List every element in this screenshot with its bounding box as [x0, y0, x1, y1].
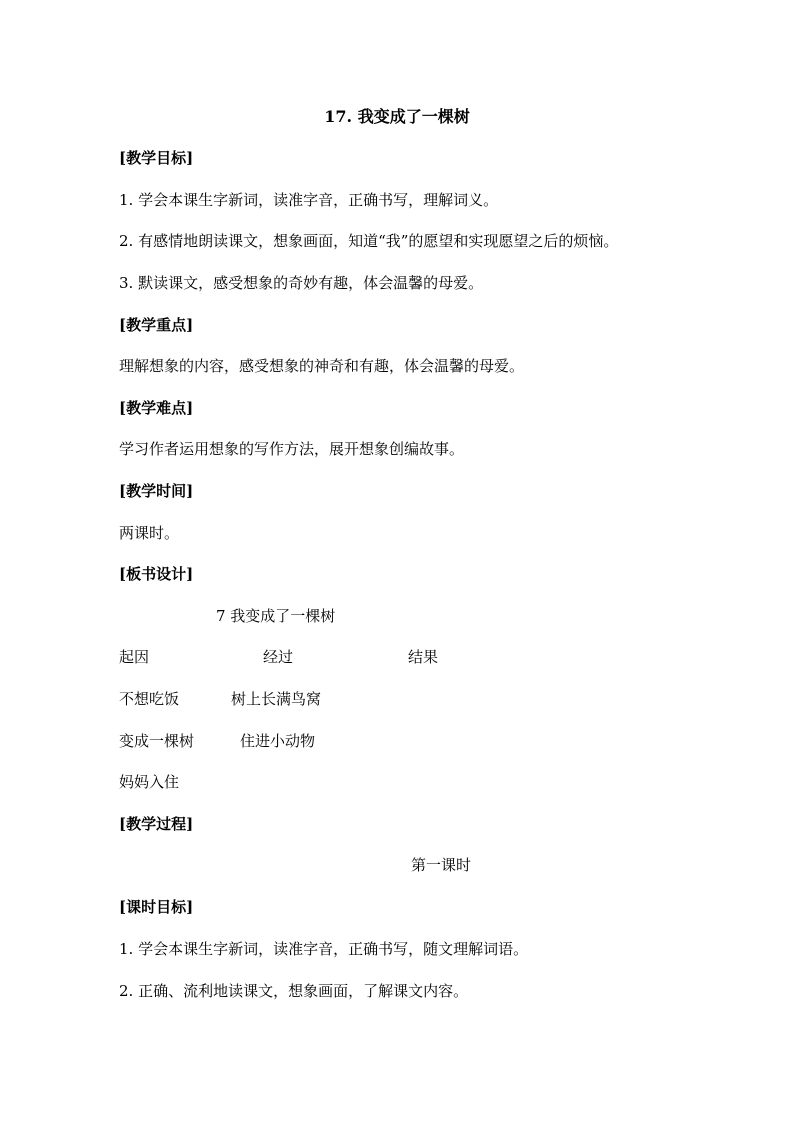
board-col-header-result: 结果	[408, 648, 439, 666]
lesson-objectives-heading: [课时目标]	[119, 898, 194, 916]
lesson-objective-item-1: 1. 学会本课生字新词，读准字音，正确书写，随文理解词语。	[119, 940, 529, 958]
board-col-header-process: 经过	[263, 648, 294, 666]
board-heading: [板书设计]	[119, 565, 194, 583]
objective-item-3: 3. 默读课文，感受想象的奇妙有趣，体会温馨的母爱。	[119, 274, 484, 292]
objectives-heading: [教学目标]	[119, 149, 194, 167]
board-cell: 不想吃饭	[119, 690, 180, 708]
objective-item-2: 2. 有感情地朗读课文，想象画面，知道“我”的愿望和实现愿望之后的烦恼。	[119, 232, 619, 250]
board-cell: 变成一棵树	[119, 732, 195, 750]
board-col-header-cause: 起因	[119, 648, 150, 666]
difficulties-text: 学习作者运用想象的写作方法，展开想象创编故事。	[119, 440, 465, 458]
process-heading: [教学过程]	[119, 815, 194, 833]
key-points-text: 理解想象的内容，感受想象的神奇和有趣，体会温馨的母爱。	[119, 357, 525, 375]
lesson-objective-item-2: 2. 正确、流利地读课文，想象画面，了解课文内容。	[119, 982, 469, 1000]
time-heading: [教学时间]	[119, 482, 194, 500]
board-cell: 树上长满鸟窝	[231, 690, 322, 708]
lesson-label: 第一课时	[410, 856, 471, 874]
key-points-heading: [教学重点]	[119, 316, 194, 334]
board-title: 7 我变成了一棵树	[216, 607, 336, 625]
objective-item-1: 1. 学会本课生字新词，读准字音，正确书写，理解词义。	[119, 191, 499, 209]
board-cell: 妈妈入住	[119, 773, 180, 791]
time-text: 两课时。	[119, 524, 180, 542]
document-title: 17. 我变成了一棵树	[324, 107, 470, 126]
board-cell: 住进小动物	[240, 732, 316, 750]
difficulties-heading: [教学难点]	[119, 399, 194, 417]
